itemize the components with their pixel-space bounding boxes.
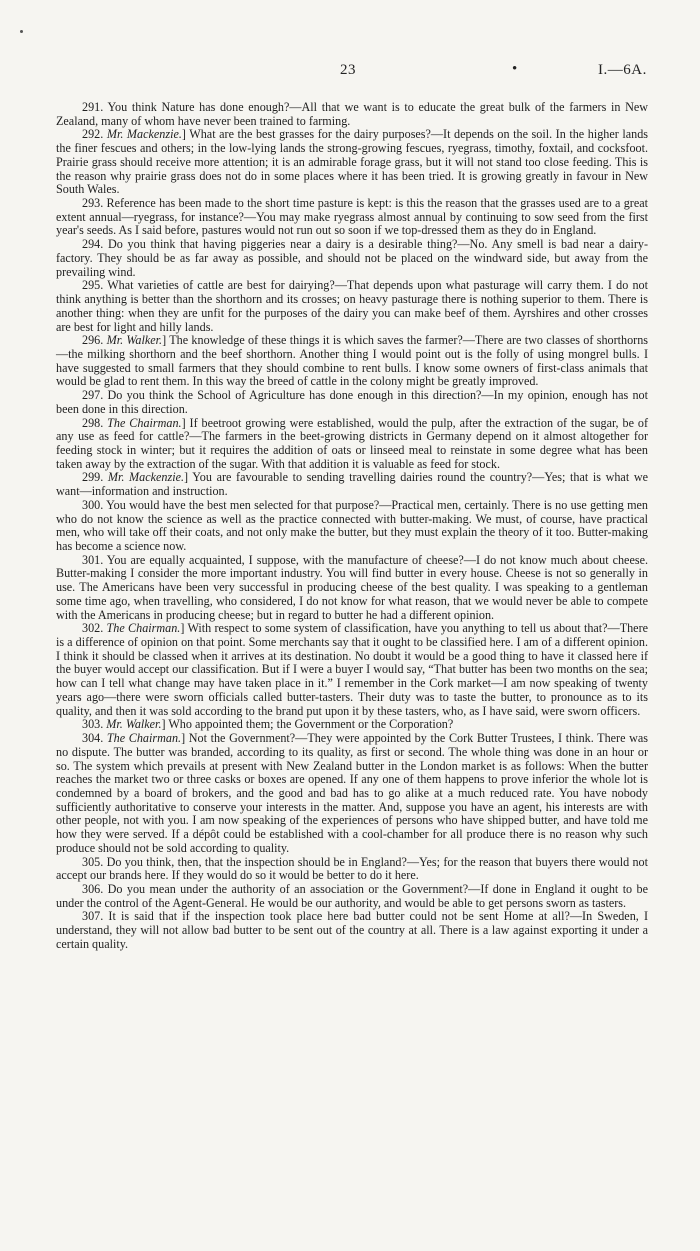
paragraph-307: 307. It is said that if the inspection took place here bad butter could not be sent Home at all?—In Sweden, I understand, they will not allow bad butter to be sent out of the country at all. There is a law against exporting it under a certain quality. bbox=[56, 909, 648, 951]
paragraph-304: 304. The Chairman.] Not the Government?—They were appointed by the Cork Butter Trustees, I think. There was no dispute. The butter was branded, according to its quality, as first or second. The whole thing was done in an hour or so. The system which prevails at present with New Zealand butter in the London market is as follows: When the butter reaches the market two or three casks or boxes are opened. If any one of them happens to prove inferior the whole lot is condemned by a board of brokers, and the good and bad has to go alike at a much reduced rate. You have nobody sufficiently authoritative to conserve your interests in the matter. And, suppose you have an agent, his interests are with other people, not with you. I am now speaking of the experiences of persons who have shipped butter, and have told me how they were served. If a dépôt could be established with a cool-chamber for all produce there is no reason why such produce should not be sold according to quality. bbox=[56, 731, 649, 855]
paragraph-291: 291. You think Nature has done enough?—All that we want is to educate the great bulk of the farmers in New Zealand, many of whom have never been trained to farming. bbox=[56, 100, 648, 128]
page-number: 23 bbox=[340, 62, 356, 78]
speaker-name: The Chairman. bbox=[106, 621, 181, 636]
header-dot: • bbox=[512, 61, 518, 77]
paragraph-295: 295. What varieties of cattle are best for dairying?—That depends upon what pasturage will carry them. I do not think anything is better than the shorthorn and its crosses; on heavy pasturage there is nothing superior to them. There is another thing: when they are unfit for the purposes of the dairy you can make beef of them. Ayrshires and other crosses are best for light and hilly lands. bbox=[56, 278, 648, 334]
paragraph-302: 302. The Chairman.] With respect to some system of classification, have you anything to tell us about that?—There is a difference of opinion on that point. Some merchants say that it ought to be classified here. I am of a different opinion. I think it should be classed when it arrives at its destination. No doubt it would be a good thing to have it classed here if the buyer would accept our classification. But if I were a buyer I would say, “That butter has been two months on the sea; how can I tell what change may have taken place in it.” I remember in the Cork market—I am now speaking of twenty years ago—there were sworn officials called butter-tasters. Their duty was to taste the butter, to pronounce as to its quality, and then it was sold according to the brand put upon it by these tasters, who, as I have said, were sworn officers. bbox=[56, 621, 649, 718]
page-header bbox=[0, 62, 700, 84]
paragraph-293: 293. Reference has been made to the short time pasture is kept: is this the reason that the grasses used are to a great extent annual—ryegrass, for instance?—You may make ryegrass almost annual by continuing to sow seed from the first year's seeds. As I said before, pastures would not run out so soon if we top-dressed them as they do in England. bbox=[56, 196, 648, 238]
paragraph-292: 292. Mr. Mackenzie.] What are the best grasses for the dairy purposes?—It depends on the soil. In the higher lands the finer fescues and others; in the low-lying lands the strong-growing fescues, ryegrass, timothy, foxtail, and cocksfoot. Prairie grass should receive more attention; it is an admirable forage grass, but it will not stand too close feeding. This is the reason why prairie grass does not do in some places where it has been tried. It is growing greatly in favour in New South Wales. bbox=[56, 127, 648, 197]
document-reference: I.—6A. bbox=[598, 62, 647, 78]
scan-speck bbox=[20, 30, 23, 33]
paragraph-305: 305. Do you think, then, that the inspection should be in England?—Yes; for the reason that buyers there would not accept our brands here. If they would do so it would be better to do it here. bbox=[56, 854, 648, 883]
paragraph-301: 301. You are equally acquainted, I suppose, with the manufacture of cheese?—I do not know much about cheese. Butter-making I consider the more important industry. You will find butter in every house. Cheese is not so generally in use. The Americans have been very successful in producing cheese of the best quality. I was speaking to a gentleman some time ago, when travelling, who considered, I do not know for what reason, that we would never be able to compete with the Americans in producing cheese; but in regard to butter he had a different opinion. bbox=[56, 552, 648, 622]
paragraph-300: 300. You would have the best men selected for that purpose?—Practical men, certainly. There is no use getting men who do not know the science as well as the practice connected with butter-making. We must, of course, have practical men, who will take off their coats, and not only make the butter, but they must explain the theory of it too. Butter-making has become a science now. bbox=[56, 497, 648, 553]
paragraph-297: 297. Do you think the School of Agriculture has done enough in this direction?—In my opinion, enough has not been done in this direction. bbox=[56, 388, 648, 416]
body-text bbox=[56, 101, 648, 952]
paragraph-306: 306. Do you mean under the authority of an association or the Government?—If done in England it ought to be under the control of the Agent-General. He would be our authority, and would be able to get persons sworn as tasters. bbox=[56, 881, 648, 910]
speaker-name: Mr. Walker. bbox=[106, 717, 162, 732]
paragraph-294: 294. Do you think that having piggeries near a dairy is a desirable thing?—No. Any smell is bad near a dairy-factory. They should be as far away as possible, and should not be placed on the windward side, but away from the prevailing wind. bbox=[56, 237, 648, 279]
paragraph-299: 299. Mr. Mackenzie.] You are favourable to sending travelling dairies round the country?—Yes; that is what we want—information and instruction. bbox=[56, 470, 648, 499]
paragraph-298: 298. The Chairman.] If beetroot growing were established, would the pulp, after the extraction of the sugar, be of any use as feed for cattle?—The farmers in the beet-growing districts in Germany depend on it almost altogether for feeding stock in winter; but it requires the addition of oats or linseed meal to reinstate in some degree what has been taken away by the extraction of the sugar. With that addition it is valuable as feed for stock. bbox=[56, 415, 649, 471]
paragraph-296: 296. Mr. Walker.] The knowledge of these things it is which saves the farmer?—There are two classes of shorthorns—the milking shorthorn and the beef shorthorn. Another thing I would point out is the folly of using mongrel bulls. I have suggested to small farmers that they should combine to rent bulls. I know some owners of first-class animals that would be glad to rent them. In this way the breed of cattle in the colony might be greatly improved. bbox=[56, 333, 649, 389]
speaker-name: Mr. Walker. bbox=[106, 333, 163, 348]
paragraph-303: 303. Mr. Walker.] Who appointed them; the Government or the Corporation? bbox=[82, 717, 454, 732]
speaker-name: The Chairman. bbox=[106, 731, 182, 746]
speaker-name: Mr. Mackenzie. bbox=[107, 470, 185, 485]
speaker-name: The Chairman. bbox=[107, 415, 182, 430]
speaker-name: Mr. Mackenzie. bbox=[106, 127, 182, 142]
